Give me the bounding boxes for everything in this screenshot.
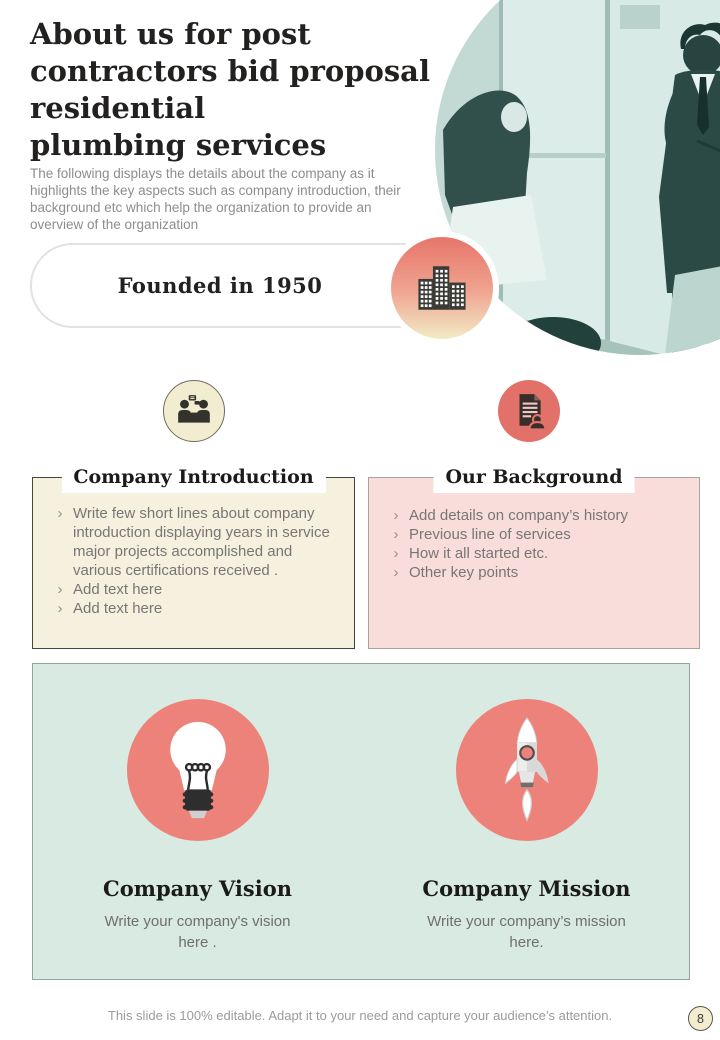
- company-mission-text: Write your company’s mission here.: [427, 913, 626, 951]
- vision-icon-circle: [127, 699, 269, 841]
- title-line: About us for post: [30, 17, 311, 51]
- our-background-bullets: [369, 478, 699, 582]
- bullet-item: › Write few short lines about company introduction displaying years in service major projects accomplished and various certifications received .: [57, 505, 330, 579]
- company-introduction-panel: [32, 466, 355, 649]
- vision-mission-panel: [32, 663, 690, 980]
- company-vision-heading: Company Vision: [103, 876, 292, 901]
- company-mission-column: [362, 699, 691, 953]
- company-introduction-bullets: [33, 478, 354, 618]
- bullet-item: › Add text here: [57, 600, 163, 617]
- mission-icon-circle: [456, 699, 598, 841]
- page-number-badge: 8: [688, 1006, 713, 1031]
- bullet-item: › Add details on company’s history: [393, 507, 629, 524]
- company-vision-text: Write your company's vision here .: [104, 913, 291, 951]
- introduction-icon-circle: [163, 380, 225, 442]
- document-person-icon: [511, 392, 547, 430]
- our-background-panel: [368, 466, 700, 649]
- our-background-heading: Our Background: [434, 462, 635, 493]
- page-title: [30, 16, 440, 164]
- footer-note: This slide is 100% editable. Adapt it to your need and capture your audience’s attention.: [107, 1008, 613, 1023]
- title-line: plumbing services: [30, 128, 327, 162]
- title-line: contractors bid proposal: [30, 54, 430, 88]
- lightbulb-icon: [161, 718, 235, 822]
- founded-icon-circle: [385, 231, 499, 345]
- company-mission-heading: Company Mission: [422, 876, 631, 901]
- founded-label: Founded in 1950: [117, 273, 323, 298]
- bullet-item: › Previous line of services: [393, 526, 571, 543]
- rocket-icon: [494, 716, 560, 824]
- title-line: residential: [30, 91, 206, 125]
- background-icon-circle: [498, 380, 560, 442]
- handshake-meeting-icon: [175, 394, 213, 428]
- bullet-item: › Add text here: [57, 581, 163, 598]
- company-introduction-heading: Company Introduction: [61, 462, 325, 493]
- buildings-icon: [413, 262, 471, 314]
- company-vision-column: [33, 699, 362, 953]
- page-subtitle: The following displays the details about the company as it highlights the key aspects such as company introduction, their background etc which help the organization to provide an overview of the organization: [30, 166, 401, 232]
- bullet-item: › Other key points: [393, 564, 519, 581]
- bullet-item: › How it all started etc.: [393, 545, 549, 562]
